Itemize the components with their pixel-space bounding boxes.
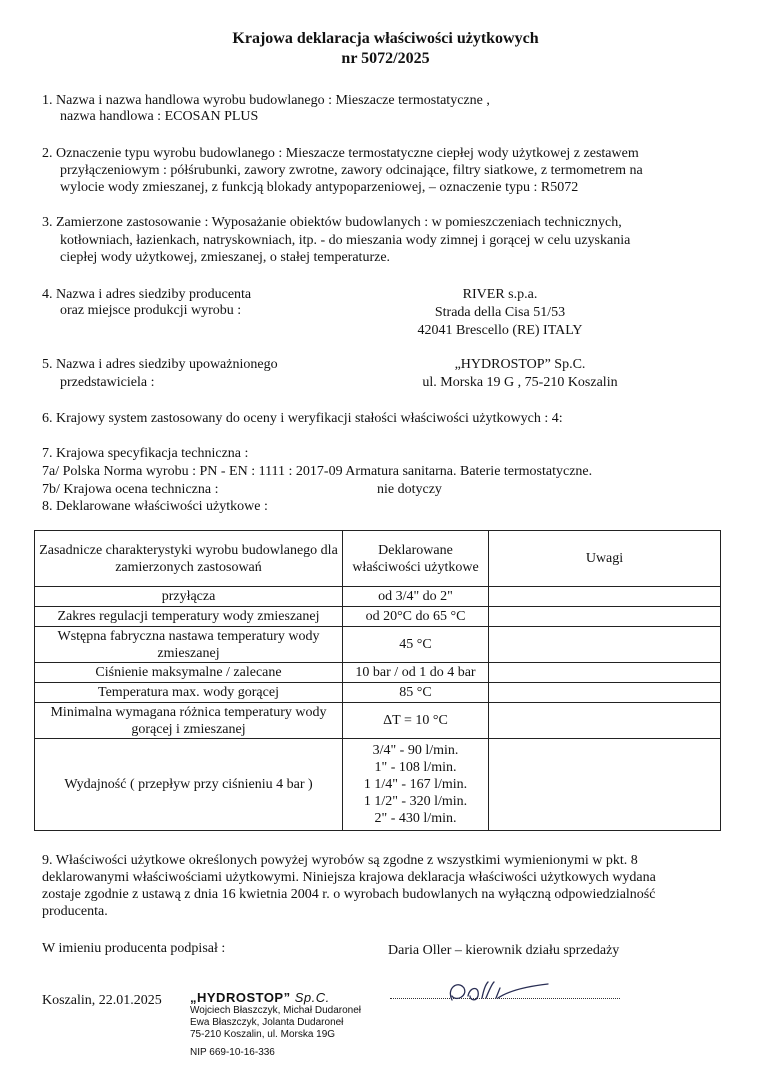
- stamp-line: NIP 669-10-16-336: [190, 1047, 275, 1058]
- section-4-label-1: 4. Nazwa i adres siedziby producenta: [42, 287, 252, 302]
- stamp-line: Wojciech Błaszczyk, Michał Dudaroneł: [190, 1005, 361, 1016]
- stamp-company-form: Sp.C.: [294, 990, 330, 1005]
- section-1-line-2: nazwa handlowa : ECOSAN PLUS: [60, 109, 259, 124]
- place-date: Koszalin, 22.01.2025: [42, 993, 162, 1008]
- note-cell: [489, 607, 721, 627]
- feature-cell: Zakres regulacji temperatury wody zmieszanej: [35, 607, 343, 627]
- producer-street: Strada della Cisa 51/53: [434, 305, 566, 320]
- note-cell: [489, 663, 721, 683]
- section-7: 7. Krajowa specyfikacja techniczna :: [42, 446, 249, 461]
- note-cell: [489, 703, 721, 739]
- declaration-number: nr 5072/2025: [341, 50, 430, 67]
- note-cell: [489, 587, 721, 607]
- feature-cell: Minimalna wymagana różnica temperatury wody gorącej i zmieszanej: [35, 703, 343, 739]
- section-3-line-1: 3. Zamierzone zastosowanie : Wyposażanie obiektów budowlanych : w pomieszczeniach technicznych,: [42, 215, 622, 230]
- signed-on-behalf-label: W imieniu producenta podpisał :: [42, 941, 226, 956]
- performance-value: 2" - 430 l/min.: [374, 811, 457, 826]
- representative-address: ul. Morska 19 G , 75-210 Koszalin: [422, 375, 618, 390]
- value-cell: od 3/4" do 2": [343, 587, 489, 607]
- section-1-line-1: 1. Nazwa i nazwa handlowa wyrobu budowlanego : Mieszacze termostatyczne ,: [42, 93, 490, 108]
- stamp-line: 75-210 Koszalin, ul. Morska 19G: [190, 1029, 336, 1040]
- table-row: [35, 607, 721, 627]
- feature-cell: Wstępna fabryczna nastawa temperatury wody zmieszanej: [35, 627, 343, 663]
- section-5-label-1: 5. Nazwa i adres siedziby upoważnionego: [42, 357, 278, 372]
- stamp-company: [190, 990, 370, 1005]
- value-cell: 45 °C: [343, 627, 489, 663]
- section-4-label-2: oraz miejsce produkcji wyrobu :: [60, 303, 242, 318]
- company-stamp: [190, 990, 370, 1059]
- feature-cell: przyłącza: [35, 587, 343, 607]
- note-cell: [489, 627, 721, 663]
- value-cell: ΔT = 10 °C: [343, 703, 489, 739]
- section-2-line-1: 2. Oznaczenie typu wyrobu budowlanego : Mieszacze termostatyczne ciepłej wody użytkowej z zestawem: [42, 146, 639, 161]
- value-cell: 85 °C: [343, 683, 489, 703]
- document-title: Krajowa deklaracja właściwości użytkowych: [232, 30, 539, 47]
- section-9-line-4: producenta.: [42, 904, 108, 919]
- section-7b-value: nie dotyczy: [377, 482, 442, 497]
- performance-value: 3/4" - 90 l/min.: [372, 743, 459, 758]
- table-row: [35, 703, 721, 739]
- table-row: [35, 627, 721, 663]
- section-8: 8. Deklarowane właściwości użytkowe :: [42, 499, 268, 514]
- table-row: [35, 587, 721, 607]
- section-7b: 7b/ Krajowa ocena techniczna :: [42, 482, 219, 497]
- feature-cell: Temperatura max. wody gorącej: [35, 683, 343, 703]
- note-cell: [489, 739, 721, 831]
- table-row: [35, 683, 721, 703]
- producer-city: 42041 Brescello (RE) ITALY: [417, 323, 583, 338]
- performance-values: [343, 739, 489, 831]
- section-7a: 7a/ Polska Norma wyrobu : PN - EN : 1111 : 2017-09 Armatura sanitarna. Baterie termostatyczne.: [42, 464, 593, 479]
- table-row: [35, 663, 721, 683]
- table-row-performance: [35, 739, 721, 831]
- properties-table: [34, 530, 721, 831]
- section-6: 6. Krajowy system zastosowany do oceny i weryfikacji stałości właściwości użytkowych : 4:: [42, 411, 563, 426]
- producer-name: RIVER s.p.a.: [462, 287, 538, 302]
- stamp-line: Ewa Błaszczyk, Jolanta Dudaroneł: [190, 1017, 344, 1028]
- section-5-label-2: przedstawiciela :: [60, 375, 155, 390]
- note-cell: [489, 683, 721, 703]
- performance-value: 1 1/4" - 167 l/min.: [363, 777, 468, 792]
- performance-value: 1" - 108 l/min.: [374, 760, 457, 775]
- value-cell: 10 bar / od 1 do 4 bar: [343, 663, 489, 683]
- stamp-company-name: „HYDROSTOP”: [190, 990, 291, 1005]
- handwritten-signature: [440, 978, 560, 1008]
- section-9-line-3: zostaje zgodnie z ustawą z dnia 16 kwietnia 2004 r. o wyrobach budowlanych na wyłączną odpowiedzialność: [42, 887, 656, 902]
- feature-cell: Wydajność ( przepływ przy ciśnieniu 4 bar ): [35, 739, 343, 831]
- value-cell: od 20°C do 65 °C: [343, 607, 489, 627]
- performance-value: 1 1/2" - 320 l/min.: [363, 794, 468, 809]
- header-characteristics: Zasadnicze charakterystyki wyrobu budowlanego dla zamierzonych zastosowań: [35, 531, 343, 587]
- section-3-line-2: kotłowniach, łazienkach, natryskowniach, itp. - do mieszania wody zimnej i gorącej w celu uzyskania: [60, 233, 631, 248]
- table-header-row: [35, 531, 721, 587]
- section-9-line-2: deklarowanymi właściwościami użytkowymi. Niniejsza krajowa deklaracja właściwości użytkowych wydana: [42, 870, 656, 885]
- header-notes: Uwagi: [489, 531, 721, 587]
- section-2-line-2: przyłączeniowym : półśrubunki, zawory zwrotne, zawory odcinające, filtry siatkowe, z termometrem na: [60, 163, 643, 178]
- representative-name: „HYDROSTOP” Sp.C.: [454, 357, 586, 372]
- feature-cell: Ciśnienie maksymalne / zalecane: [35, 663, 343, 683]
- section-2-line-3: wylocie wody zmieszanej, z funkcją blokady antypoparzeniowej, – oznaczenie typu : R5072: [60, 180, 579, 195]
- section-3-line-3: ciepłej wody użytkowej, zmieszanej, o stałej temperaturze.: [60, 250, 391, 265]
- header-declared-properties: Deklarowane właściwości użytkowe: [343, 531, 489, 587]
- section-9-line-1: 9. Właściwości użytkowe określonych powyżej wyrobów są zgodne z wszystkimi wymienionymi w pkt. 8: [42, 853, 638, 868]
- signer-name: Daria Oller – kierownik działu sprzedaży: [388, 943, 620, 958]
